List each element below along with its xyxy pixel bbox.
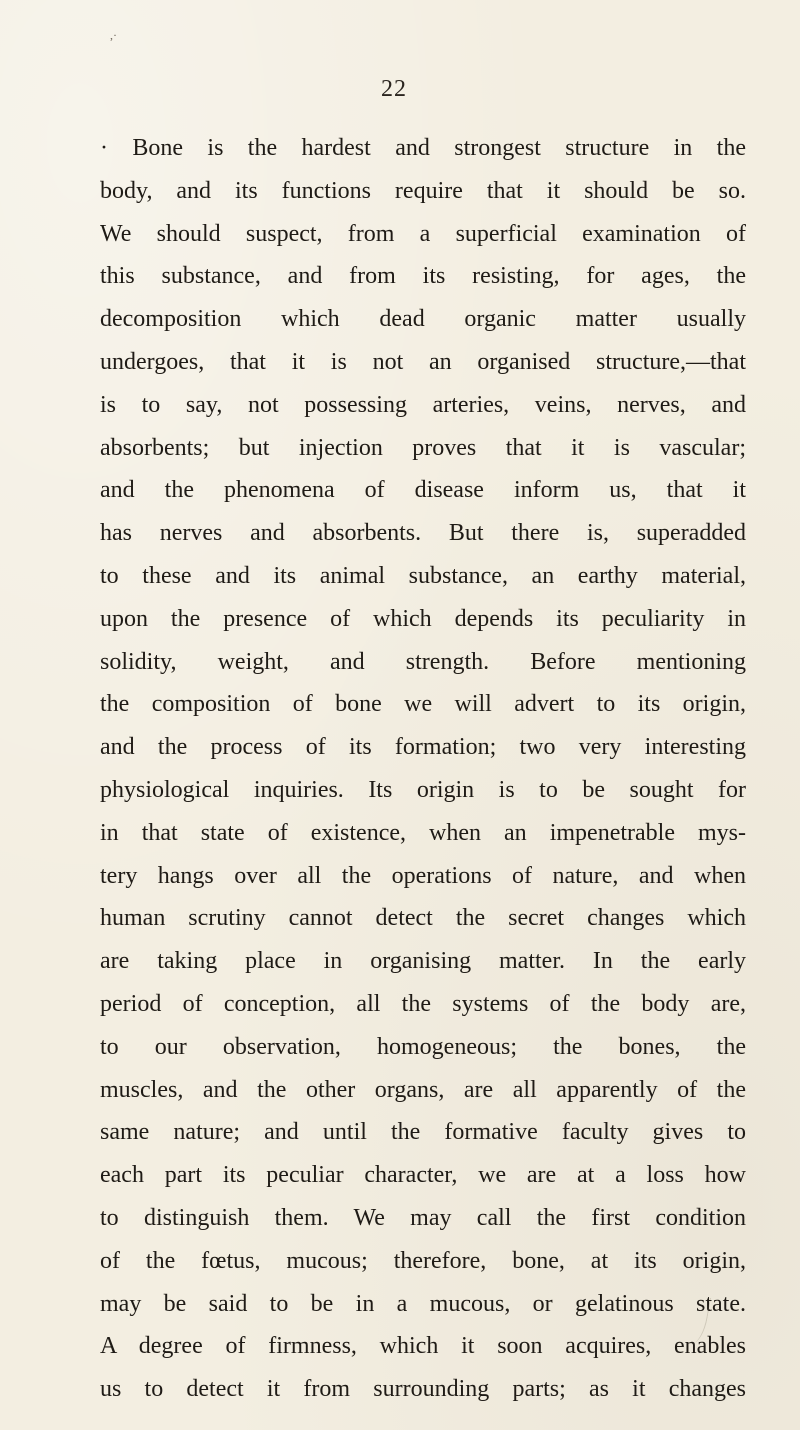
text-line: same nature; and until the formative faculty gives to	[100, 1119, 746, 1146]
text-line: may be said to be in a mucous, or gelatinous state.	[100, 1290, 746, 1317]
text-line: undergoes, that it is not an organised structure,—that	[100, 348, 746, 375]
text-line: is to say, not possessing arteries, veins, nerves, and	[100, 391, 746, 418]
text-line: decomposition which dead organic matter usually	[100, 306, 746, 333]
text-line: body, and its functions require that it should be so.	[100, 177, 746, 204]
text-line: of the fœtus, mucous; therefore, bone, at its origin,	[100, 1247, 746, 1274]
text-line: and the phenomena of disease inform us, that it	[100, 477, 746, 504]
text-line: each part its peculiar character, we are at a loss how	[100, 1162, 746, 1189]
text-line: solidity, weight, and strength. Before mentioning	[100, 648, 746, 675]
text-line: A degree of firmness, which it soon acquires, enables	[100, 1333, 746, 1360]
text-line: this substance, and from its resisting, for ages, the	[100, 263, 746, 290]
text-line: tery hangs over all the operations of nature, and when	[100, 862, 746, 889]
text-line: human scrutiny cannot detect the secret changes which	[100, 905, 746, 932]
text-line: us to detect it from surrounding parts; as it changes	[100, 1376, 746, 1403]
text-line: · Bone is the hardest and strongest structure in the	[100, 135, 746, 161]
text-line: in that state of existence, when an impenetrable mys-	[100, 819, 746, 846]
text-line: to these and its animal substance, an earthy material,	[100, 562, 746, 589]
page-number: 22	[381, 76, 407, 102]
text-line: has nerves and absorbents. But there is, superadded	[100, 520, 746, 547]
text-line: the composition of bone we will advert to its origin,	[100, 691, 746, 718]
text-line: and the process of its formation; two very interesting	[100, 734, 746, 761]
text-line: are taking place in organising matter. In the early	[100, 948, 746, 975]
text-line: to our observation, homogeneous; the bones, the	[100, 1033, 746, 1060]
text-line: upon the presence of which depends its peculiarity in	[100, 605, 746, 632]
text-line: period of conception, all the systems of the body are,	[100, 990, 746, 1017]
text-line: to distinguish them. We may call the first condition	[100, 1204, 746, 1231]
text-line: absorbents; but injection proves that it is vascular;	[100, 434, 746, 461]
text-line: muscles, and the other organs, are all apparently of the	[100, 1076, 746, 1103]
body-text	[100, 127, 746, 1411]
page-edge-mark: ,·	[110, 28, 117, 42]
text-line: physiological inquiries. Its origin is to be sought for	[100, 776, 746, 803]
text-line: We should suspect, from a superficial examination of	[100, 220, 746, 247]
